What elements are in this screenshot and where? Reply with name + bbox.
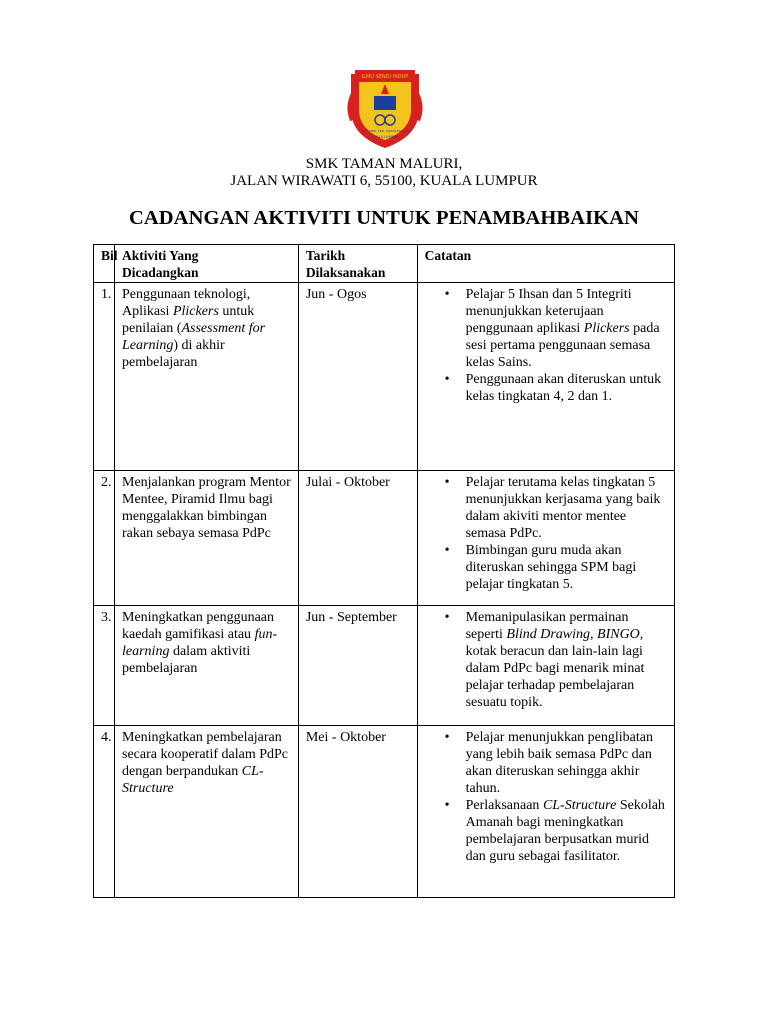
crest-bottom-text: KUALA LUMPUR xyxy=(371,135,399,139)
notes-cell xyxy=(417,606,674,726)
col-header-date: Tarikh Dilaksanakan xyxy=(298,245,417,283)
list-item: • Memanipulasikan permainan seperti Blind Drawing, BINGO, kotak beracun dan lain-lain lagi dalam PdPc bagi menarik minat pelajar terhadap pembelajaran sesuatu topik. xyxy=(425,609,668,711)
list-item: • Pelajar menunjukkan penglibatan yang lebih baik semasa PdPc dan akan diteruskan sehingga akhir tahun. xyxy=(425,729,668,797)
row-number: 1. xyxy=(94,283,115,471)
list-item: • Pelajar terutama kelas tingkatan 5 menunjukkan kerjasama yang baik dalam akiviti mentor mentee semasa PdPc. xyxy=(425,474,668,542)
table-row xyxy=(94,471,675,606)
list-item: • Perlaksanaan CL-Structure Sekolah Amanah bagi meningkatkan pembelajaran berpusatkan murid dan guru sebagai fasilitator. xyxy=(425,797,668,865)
table-row xyxy=(94,726,675,898)
notes-cell xyxy=(417,471,674,606)
notes-cell xyxy=(417,726,674,898)
activity-cell: Penggunaan teknologi, Aplikasi Plickers untuk penilaian (Assessment for Learning) di akhir pembelajaran xyxy=(115,283,299,471)
table-row xyxy=(94,606,675,726)
activity-cell: Menjalankan program Mentor Mentee, Piramid Ilmu bagi menggalakkan bimbingan rakan sebaya semasa PdPc xyxy=(115,471,299,606)
school-name: SMK TAMAN MALURI, xyxy=(305,156,463,172)
notes-cell xyxy=(417,283,674,471)
crest-book xyxy=(374,96,396,110)
crest-side-text: SEK. MEN. KEB. TAMAN MALURI xyxy=(361,129,409,133)
activity-table xyxy=(93,244,675,898)
crest-top-text: ILMU SENDI HIDUP xyxy=(361,74,409,80)
list-item: • Penggunaan akan diteruskan untuk kelas tingkatan 4, 2 dan 1. xyxy=(425,371,668,405)
col-header-notes: Catatan xyxy=(417,245,674,283)
table-row xyxy=(94,283,675,471)
list-item: • Pelajar 5 Ihsan dan 5 Integriti menunjukkan keterujaan penggunaan aplikasi Plickers pada sesi pertama penggunaan semasa kelas Sains. xyxy=(425,286,668,371)
table-header-row xyxy=(94,245,675,283)
col-header-activity: Aktiviti Yang Dicadangkan xyxy=(115,245,299,283)
date-cell: Julai - Oktober xyxy=(298,471,417,606)
col-header-bil: Bil xyxy=(94,245,115,283)
list-item: • Bimbingan guru muda akan diteruskan sehingga SPM bagi pelajar tingkatan 5. xyxy=(425,542,668,593)
row-number: 2. xyxy=(94,471,115,606)
date-cell: Jun - September xyxy=(298,606,417,726)
school-crest-logo xyxy=(345,66,425,150)
activity-cell: Meningkatkan penggunaan kaedah gamifikasi atau fun-learning dalam aktiviti pembelajaran xyxy=(115,606,299,726)
row-number: 4. xyxy=(94,726,115,898)
school-address: JALAN WIRAWATI 6, 55100, KUALA LUMPUR xyxy=(230,173,538,189)
page-title: CADANGAN AKTIVITI UNTUK PENAMBAHBAIKAN xyxy=(128,207,640,229)
date-cell: Jun - Ogos xyxy=(298,283,417,471)
date-cell: Mei - Oktober xyxy=(298,726,417,898)
activity-cell: Meningkatkan pembelajaran secara kooperatif dalam PdPc dengan berpandukan CL-Structure xyxy=(115,726,299,898)
row-number: 3. xyxy=(94,606,115,726)
